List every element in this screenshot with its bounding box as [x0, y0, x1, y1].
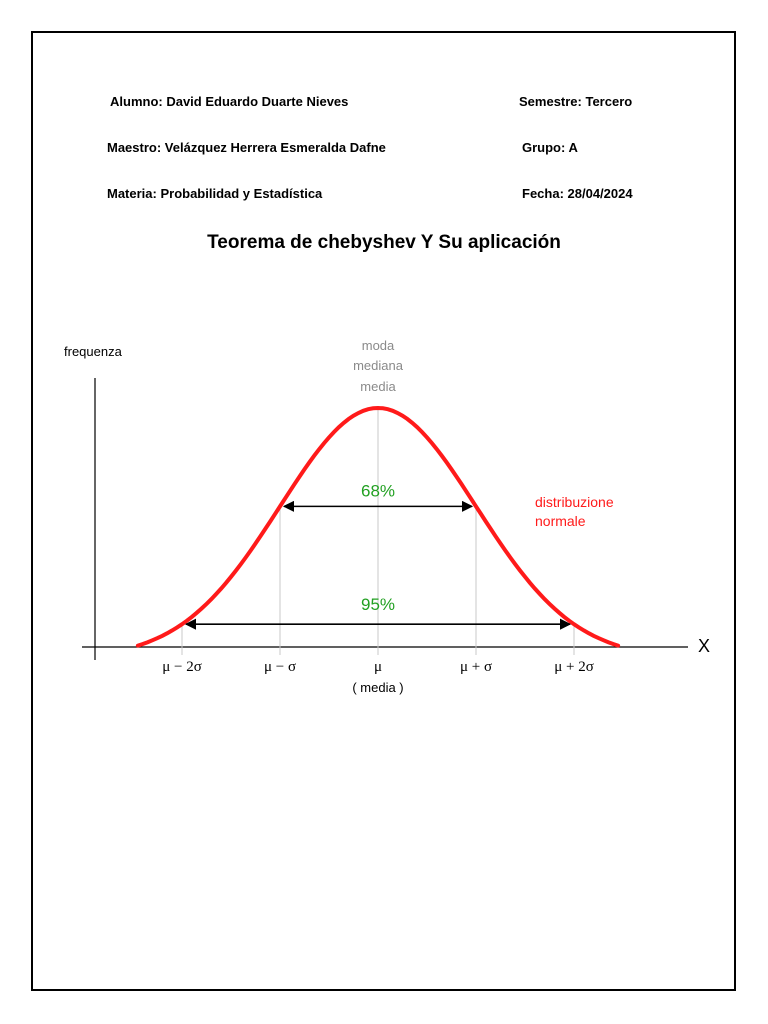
x-tick-label-0: μ − 2σ: [162, 659, 202, 675]
x-tick-labels: [162, 659, 594, 675]
x-tick-label-3: μ + σ: [459, 659, 493, 675]
x-sublabel: ( media ): [352, 680, 404, 695]
range-label-1: 95%: [360, 595, 396, 615]
group: Grupo: A: [522, 140, 578, 155]
curve-label-line1: distribuzione: [535, 494, 614, 510]
x-tick-label-2: μ: [373, 659, 383, 675]
y-axis-label: frequenza: [64, 344, 122, 359]
teacher-name: Maestro: Velázquez Herrera Esmeralda Dafne: [107, 140, 386, 155]
curve-label-line2: normale: [535, 513, 586, 529]
semester: Semestre: Tercero: [519, 94, 633, 109]
student-name: Alumno: David Eduardo Duarte Nieves: [110, 94, 349, 109]
subject: Materia: Probabilidad y Estadística: [107, 186, 323, 201]
range-label-0: 68%: [360, 481, 396, 501]
document-title: Teorema de chebyshev Y Su aplicación: [207, 232, 561, 253]
center-label-moda: moda: [361, 338, 395, 353]
center-label-media: media: [360, 379, 396, 394]
x-axis-label: X: [698, 636, 711, 656]
center-label-mediana: mediana: [353, 358, 403, 373]
date: Fecha: 28/04/2024: [522, 186, 633, 201]
x-tick-label-1: μ − σ: [263, 659, 297, 675]
guide-lines: [182, 408, 574, 655]
x-tick-label-4: μ + 2σ: [554, 659, 594, 675]
